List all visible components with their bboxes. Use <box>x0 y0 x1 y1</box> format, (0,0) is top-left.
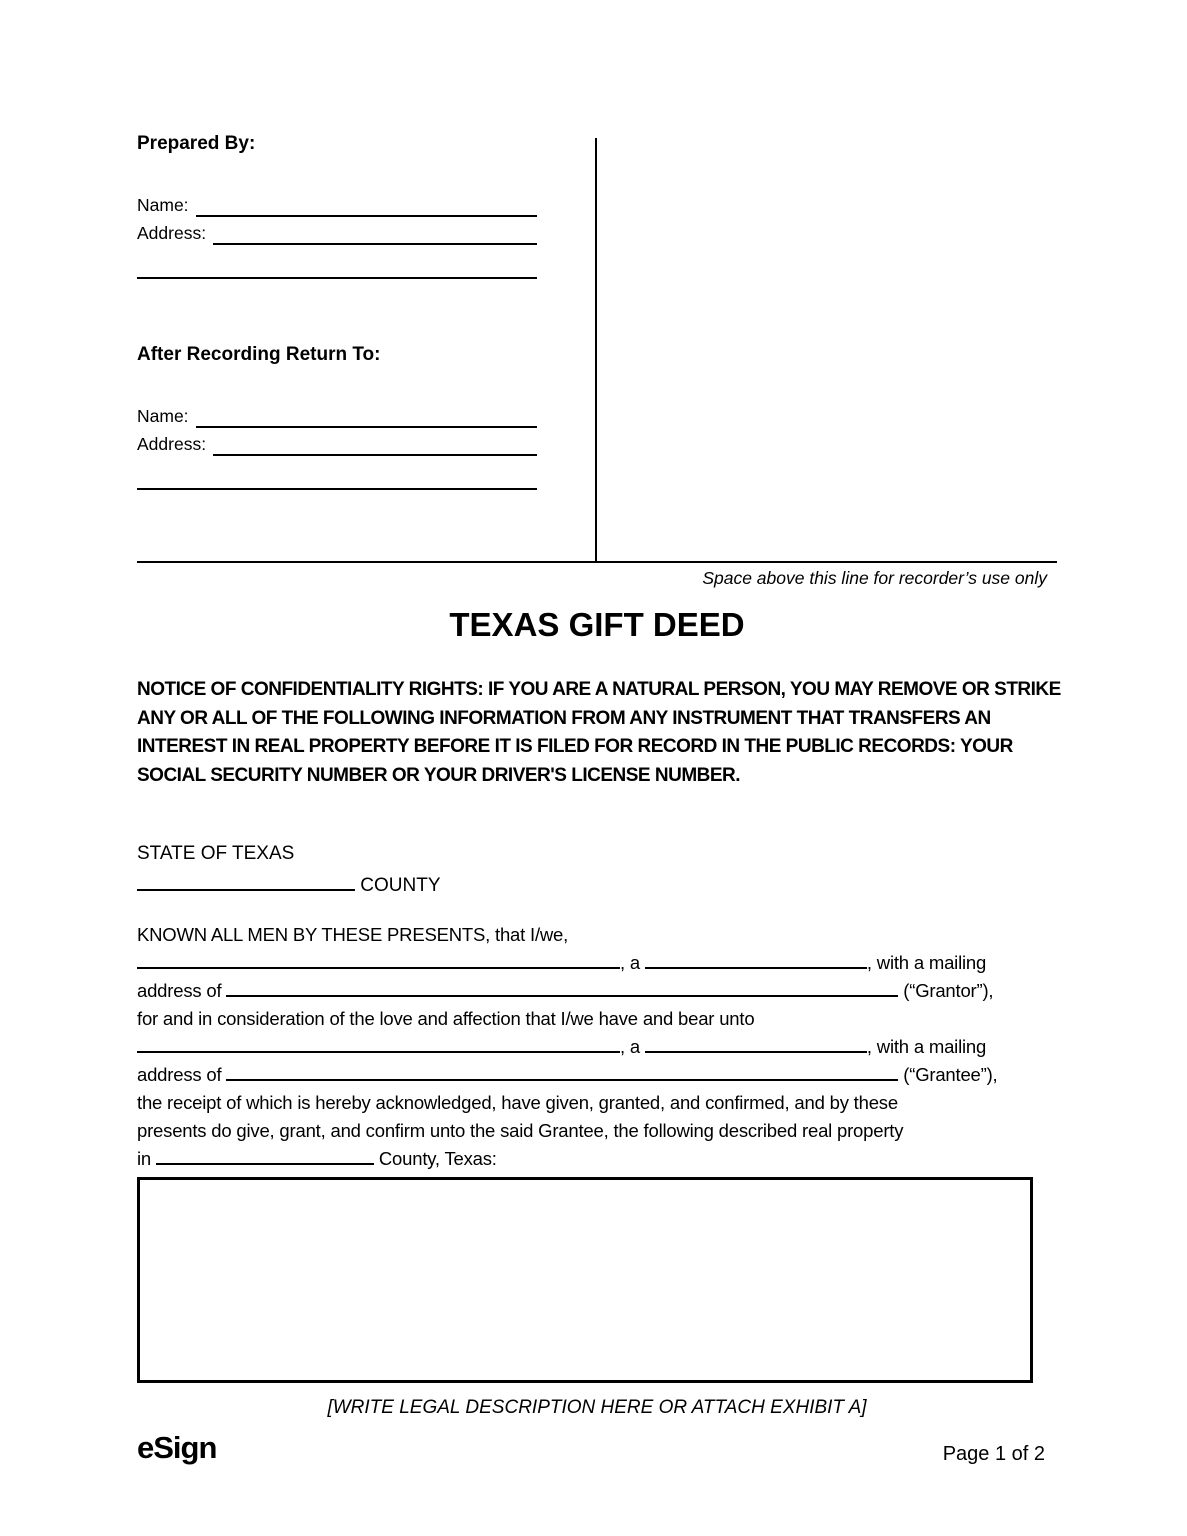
grantor-address-line <box>137 977 1065 1005</box>
prepared-name-row <box>137 189 537 217</box>
prepared-name-field[interactable] <box>196 193 537 217</box>
address-of-text: address of <box>137 1064 227 1085</box>
with-mailing-text: , with a mailing <box>866 952 987 973</box>
grantee-designation: (“Grantee”), <box>898 1064 998 1085</box>
return-address2-field[interactable] <box>137 463 537 490</box>
grantor-designation: (“Grantor”), <box>898 980 994 1001</box>
prepared-address-field[interactable] <box>213 221 537 245</box>
legal-description-box[interactable] <box>137 1177 1033 1383</box>
return-name-row <box>137 400 537 428</box>
prepared-by-section <box>137 133 537 279</box>
presents-line: presents do give, grant, and confirm unto the said Grantee, the following described real property <box>137 1120 904 1141</box>
grantee-identity-line <box>137 1033 1065 1061</box>
page-indicator: Page 1 of 2 <box>942 1443 1045 1465</box>
grantee-address-field[interactable] <box>226 1062 898 1081</box>
comma-a-text: , a <box>620 1036 645 1057</box>
grantor-entity-type-field[interactable] <box>645 950 867 969</box>
grantee-address-line <box>137 1061 1065 1089</box>
grantor-address-field[interactable] <box>226 978 898 997</box>
county-name-field[interactable] <box>137 872 355 891</box>
document-title: TEXAS GIFT DEED <box>449 606 745 643</box>
jurisdiction-block <box>137 840 441 900</box>
recorder-divider-horizontal <box>137 561 1057 563</box>
in-prefix-text: in <box>137 1148 156 1169</box>
state-of-texas-line: STATE OF TEXAS <box>137 843 295 864</box>
property-county-line <box>137 1145 1065 1173</box>
property-county-field[interactable] <box>156 1146 374 1165</box>
grantee-entity-type-field[interactable] <box>645 1034 867 1053</box>
confidentiality-notice: NOTICE OF CONFIDENTIALITY RIGHTS: IF YOU ARE A NATURAL PERSON, YOU MAY REMOVE OR STRIKE ANY OR ALL OF THE FOLLOWING INFORMATION FROM ANY INSTRUMENT THAT TRANSFERS AN INTEREST IN REAL PROPERTY BEFORE IT IS FILED FOR RECORD IN THE PUBLIC RECORDS: YOUR SOCIAL SECURITY NUMBER OR YOUR DRIVER'S LICENSE NUMBER. <box>137 679 1061 786</box>
grantor-identity-line <box>137 949 1065 977</box>
return-address-row <box>137 428 537 456</box>
esign-logo: eSign <box>137 1430 217 1465</box>
address-label: Address: <box>137 434 207 454</box>
county-label: COUNTY <box>355 875 441 896</box>
grantor-name-field[interactable] <box>137 950 620 969</box>
comma-a-text: , a <box>620 952 645 973</box>
name-label: Name: <box>137 195 189 215</box>
consideration-line: for and in consideration of the love and affection that I/we have and bear unto <box>137 1008 755 1029</box>
after-recording-section <box>137 344 537 490</box>
recorder-use-note: Space above this line for recorder’s use only <box>702 568 1047 588</box>
grantee-name-field[interactable] <box>137 1034 620 1053</box>
receipt-line: the receipt of which is hereby acknowledged, have given, granted, and confirmed, and by these <box>137 1092 898 1113</box>
prepared-by-title: Prepared By: <box>137 133 256 154</box>
county-texas-label: County, Texas: <box>373 1148 497 1169</box>
legal-description-caption: [WRITE LEGAL DESCRIPTION HERE OR ATTACH EXHIBIT A] <box>327 1397 867 1418</box>
after-recording-title: After Recording Return To: <box>137 344 381 365</box>
address-of-text: address of <box>137 980 227 1001</box>
address-label: Address: <box>137 223 207 243</box>
return-address-field[interactable] <box>213 432 537 456</box>
recorder-divider-vertical <box>595 138 597 562</box>
deed-body <box>137 921 1065 1173</box>
prepared-address2-field[interactable] <box>137 252 537 279</box>
with-mailing-text: , with a mailing <box>866 1036 987 1057</box>
name-label: Name: <box>137 406 189 426</box>
return-name-field[interactable] <box>196 404 537 428</box>
known-presents-line: KNOWN ALL MEN BY THESE PRESENTS, that I/we, <box>137 924 569 945</box>
prepared-address-row <box>137 217 537 245</box>
county-line <box>137 872 441 900</box>
